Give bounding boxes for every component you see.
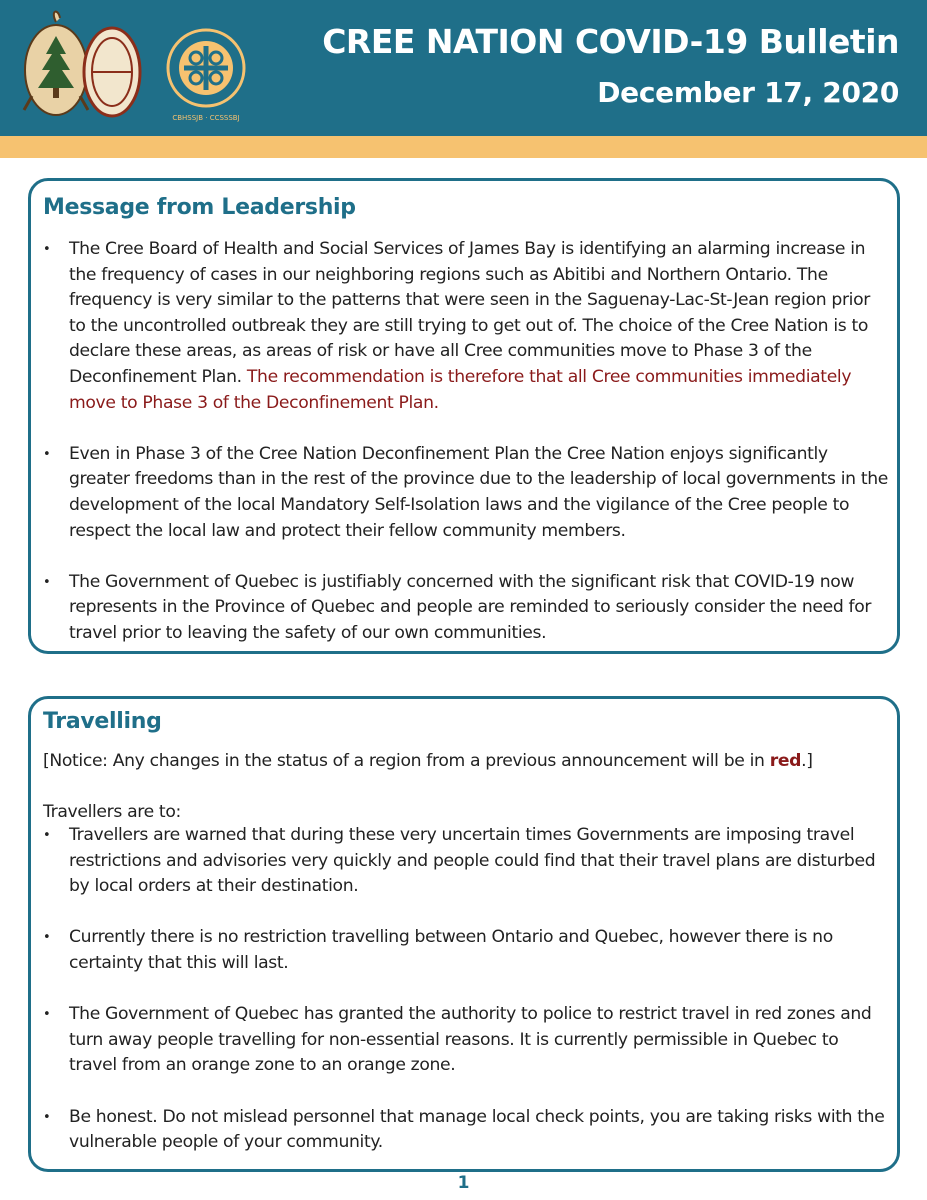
- notice-suffix: .]: [801, 751, 813, 771]
- drum-emblem-icon: [84, 28, 140, 116]
- cree-nation-seal-icon: [24, 12, 88, 115]
- list-item: [43, 1105, 889, 1156]
- bulletin-title: CREE NATION COVID-19 Bulletin: [322, 22, 899, 61]
- list-item: [43, 570, 889, 647]
- list-item: [43, 925, 889, 976]
- bullet-text: The Cree Board of Health and Social Services of James Bay is identifying an alarming increase in the frequency of cases in our neighboring regions such as Abitibi and Northern Ontario. The frequency is very similar to the patterns that were seen in the Saguenay-Lac-St-Jean region prior to the uncontrolled outbreak they are still trying to get out of. The choice of the Cree Nation is to declare these areas, as areas of risk or have all Cree communities move to Phase 3 of the Deconfinement Plan.: [69, 239, 870, 387]
- recommendation-highlight: The recommendation is therefore that all Cree communities immediately move to Phase 3 of the Deconfinement Plan.: [69, 366, 852, 413]
- leadership-section: [28, 178, 900, 654]
- travelling-section: [28, 696, 900, 1172]
- bulletin-date: December 17, 2020: [597, 76, 899, 109]
- bullet-text: The Government of Quebec has granted the authority to police to restrict travel in red zones and turn away people travelling for non-essential reasons. It is currently permissible in Quebec to travel from an orange zone to an orange zone.: [69, 1004, 872, 1076]
- status-notice: [43, 749, 889, 775]
- leadership-section-title: Message from Leadership: [43, 195, 356, 220]
- list-item: [43, 442, 889, 544]
- bullet-text: Currently there is no restriction travelling between Ontario and Quebec, however there is no certainty that this will last.: [69, 927, 833, 973]
- bullet-text: Travellers are warned that during these very uncertain times Governments are imposing travel restrictions and advisories very quickly and people could find that their travel plans are disturbed by local orders at their destination.: [69, 825, 876, 897]
- travelling-bullet-list: [43, 823, 889, 1156]
- list-item: [43, 237, 889, 416]
- list-item: [43, 1002, 889, 1079]
- bullet-text: Even in Phase 3 of the Cree Nation Deconfinement Plan the Cree Nation enjoys significantly greater freedoms than in the rest of the province due to the leadership of local governments in the development of the local Mandatory Self-Isolation laws and the vigilance of the Cree people to respect the local law and protect their fellow community members.: [69, 443, 888, 541]
- notice-text: [Notice: Any changes in the status of a region from a previous announcement will be in: [43, 751, 770, 771]
- travelling-section-title: Travelling: [43, 709, 162, 734]
- page-number: 1: [457, 1173, 470, 1193]
- bullet-text: Be honest. Do not mislead personnel that manage local check points, you are taking risks with the vulnerable people of your community.: [69, 1106, 885, 1153]
- travellers-intro: Travellers are to:: [43, 802, 181, 822]
- svg-text:CBHSSJB · CCSSSBJ: CBHSSJB · CCSSSBJ: [172, 114, 240, 122]
- leadership-bullet-list: [43, 237, 889, 647]
- notice-red-word: red: [769, 751, 802, 771]
- list-item: [43, 823, 889, 900]
- logos: [20, 6, 260, 132]
- cbhssjb-logo-icon: [168, 30, 244, 122]
- bullet-text: The Government of Quebec is justifiably concerned with the significant risk that COVID-19 now represents in the Province of Quebec and people are reminded to seriously consider the need for travel prior to leaving the safety of our own communities.: [69, 571, 872, 643]
- header-accent-stripe: [0, 136, 927, 158]
